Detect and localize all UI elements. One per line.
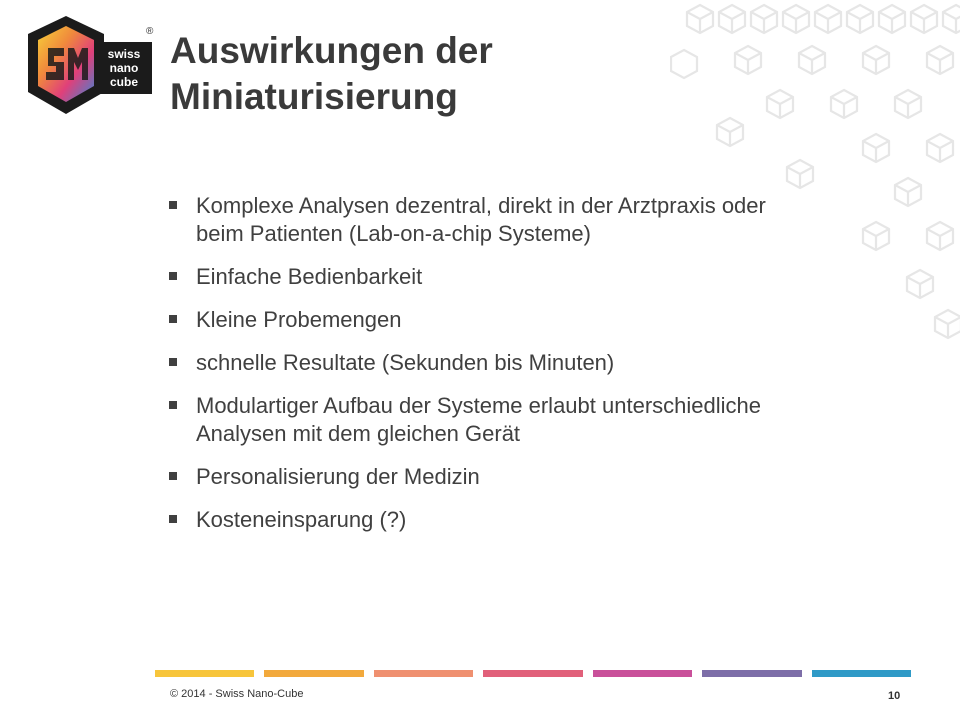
square-bullet-icon (169, 358, 177, 366)
title-line-1: Auswirkungen der (170, 30, 493, 71)
bullet-text: Einfache Bedienbarkeit (196, 264, 423, 289)
strip-segment (483, 670, 582, 677)
bullet-item (166, 463, 906, 491)
square-bullet-icon (169, 472, 177, 480)
bullet-text: Komplexe Analysen dezentral, direkt in der Arztpraxis oder (196, 193, 766, 218)
logo-text-swiss: swiss (107, 47, 141, 61)
registered-mark: ® (146, 26, 154, 37)
square-bullet-icon (169, 515, 177, 523)
strip-segment (593, 670, 692, 677)
square-bullet-icon (169, 315, 177, 323)
bullet-text: Kosteneinsparung (?) (196, 507, 407, 532)
logo-text-nano: nano (109, 61, 139, 75)
bullet-text: Analysen mit dem gleichen Gerät (196, 421, 521, 446)
strip-segment (812, 670, 911, 677)
bullet-list (166, 192, 906, 549)
bullet-text: Personalisierung der Medizin (196, 464, 480, 489)
swiss-nano-cube-logo (24, 14, 156, 120)
title-line-2: Miniaturisierung (170, 76, 458, 117)
bullet-text: Modulartiger Aufbau der Systeme erlaubt unterschiedliche (196, 393, 761, 418)
bullet-text: Kleine Probemengen (196, 307, 402, 332)
logo-text-cube: cube (109, 75, 139, 89)
strip-segment (374, 670, 473, 677)
square-bullet-icon (169, 272, 177, 280)
square-bullet-icon (169, 401, 177, 409)
footer-color-strip (155, 670, 911, 677)
bullet-item (166, 263, 906, 291)
strip-segment (702, 670, 801, 677)
strip-segment (155, 670, 254, 677)
bullet-item (166, 349, 906, 377)
footer-copyright: © 2014 - Swiss Nano-Cube (170, 688, 304, 700)
square-bullet-icon (169, 201, 177, 209)
bullet-text: beim Patienten (Lab-on-a-chip Systeme) (196, 221, 591, 246)
bullet-item (166, 192, 906, 248)
strip-segment (264, 670, 363, 677)
bullet-item (166, 306, 906, 334)
bullet-text: schnelle Resultate (Sekunden bis Minuten) (196, 350, 615, 375)
bullet-item (166, 506, 906, 534)
page-number: 10 (888, 690, 901, 702)
slide-title (170, 28, 730, 120)
bullet-item (166, 392, 906, 448)
